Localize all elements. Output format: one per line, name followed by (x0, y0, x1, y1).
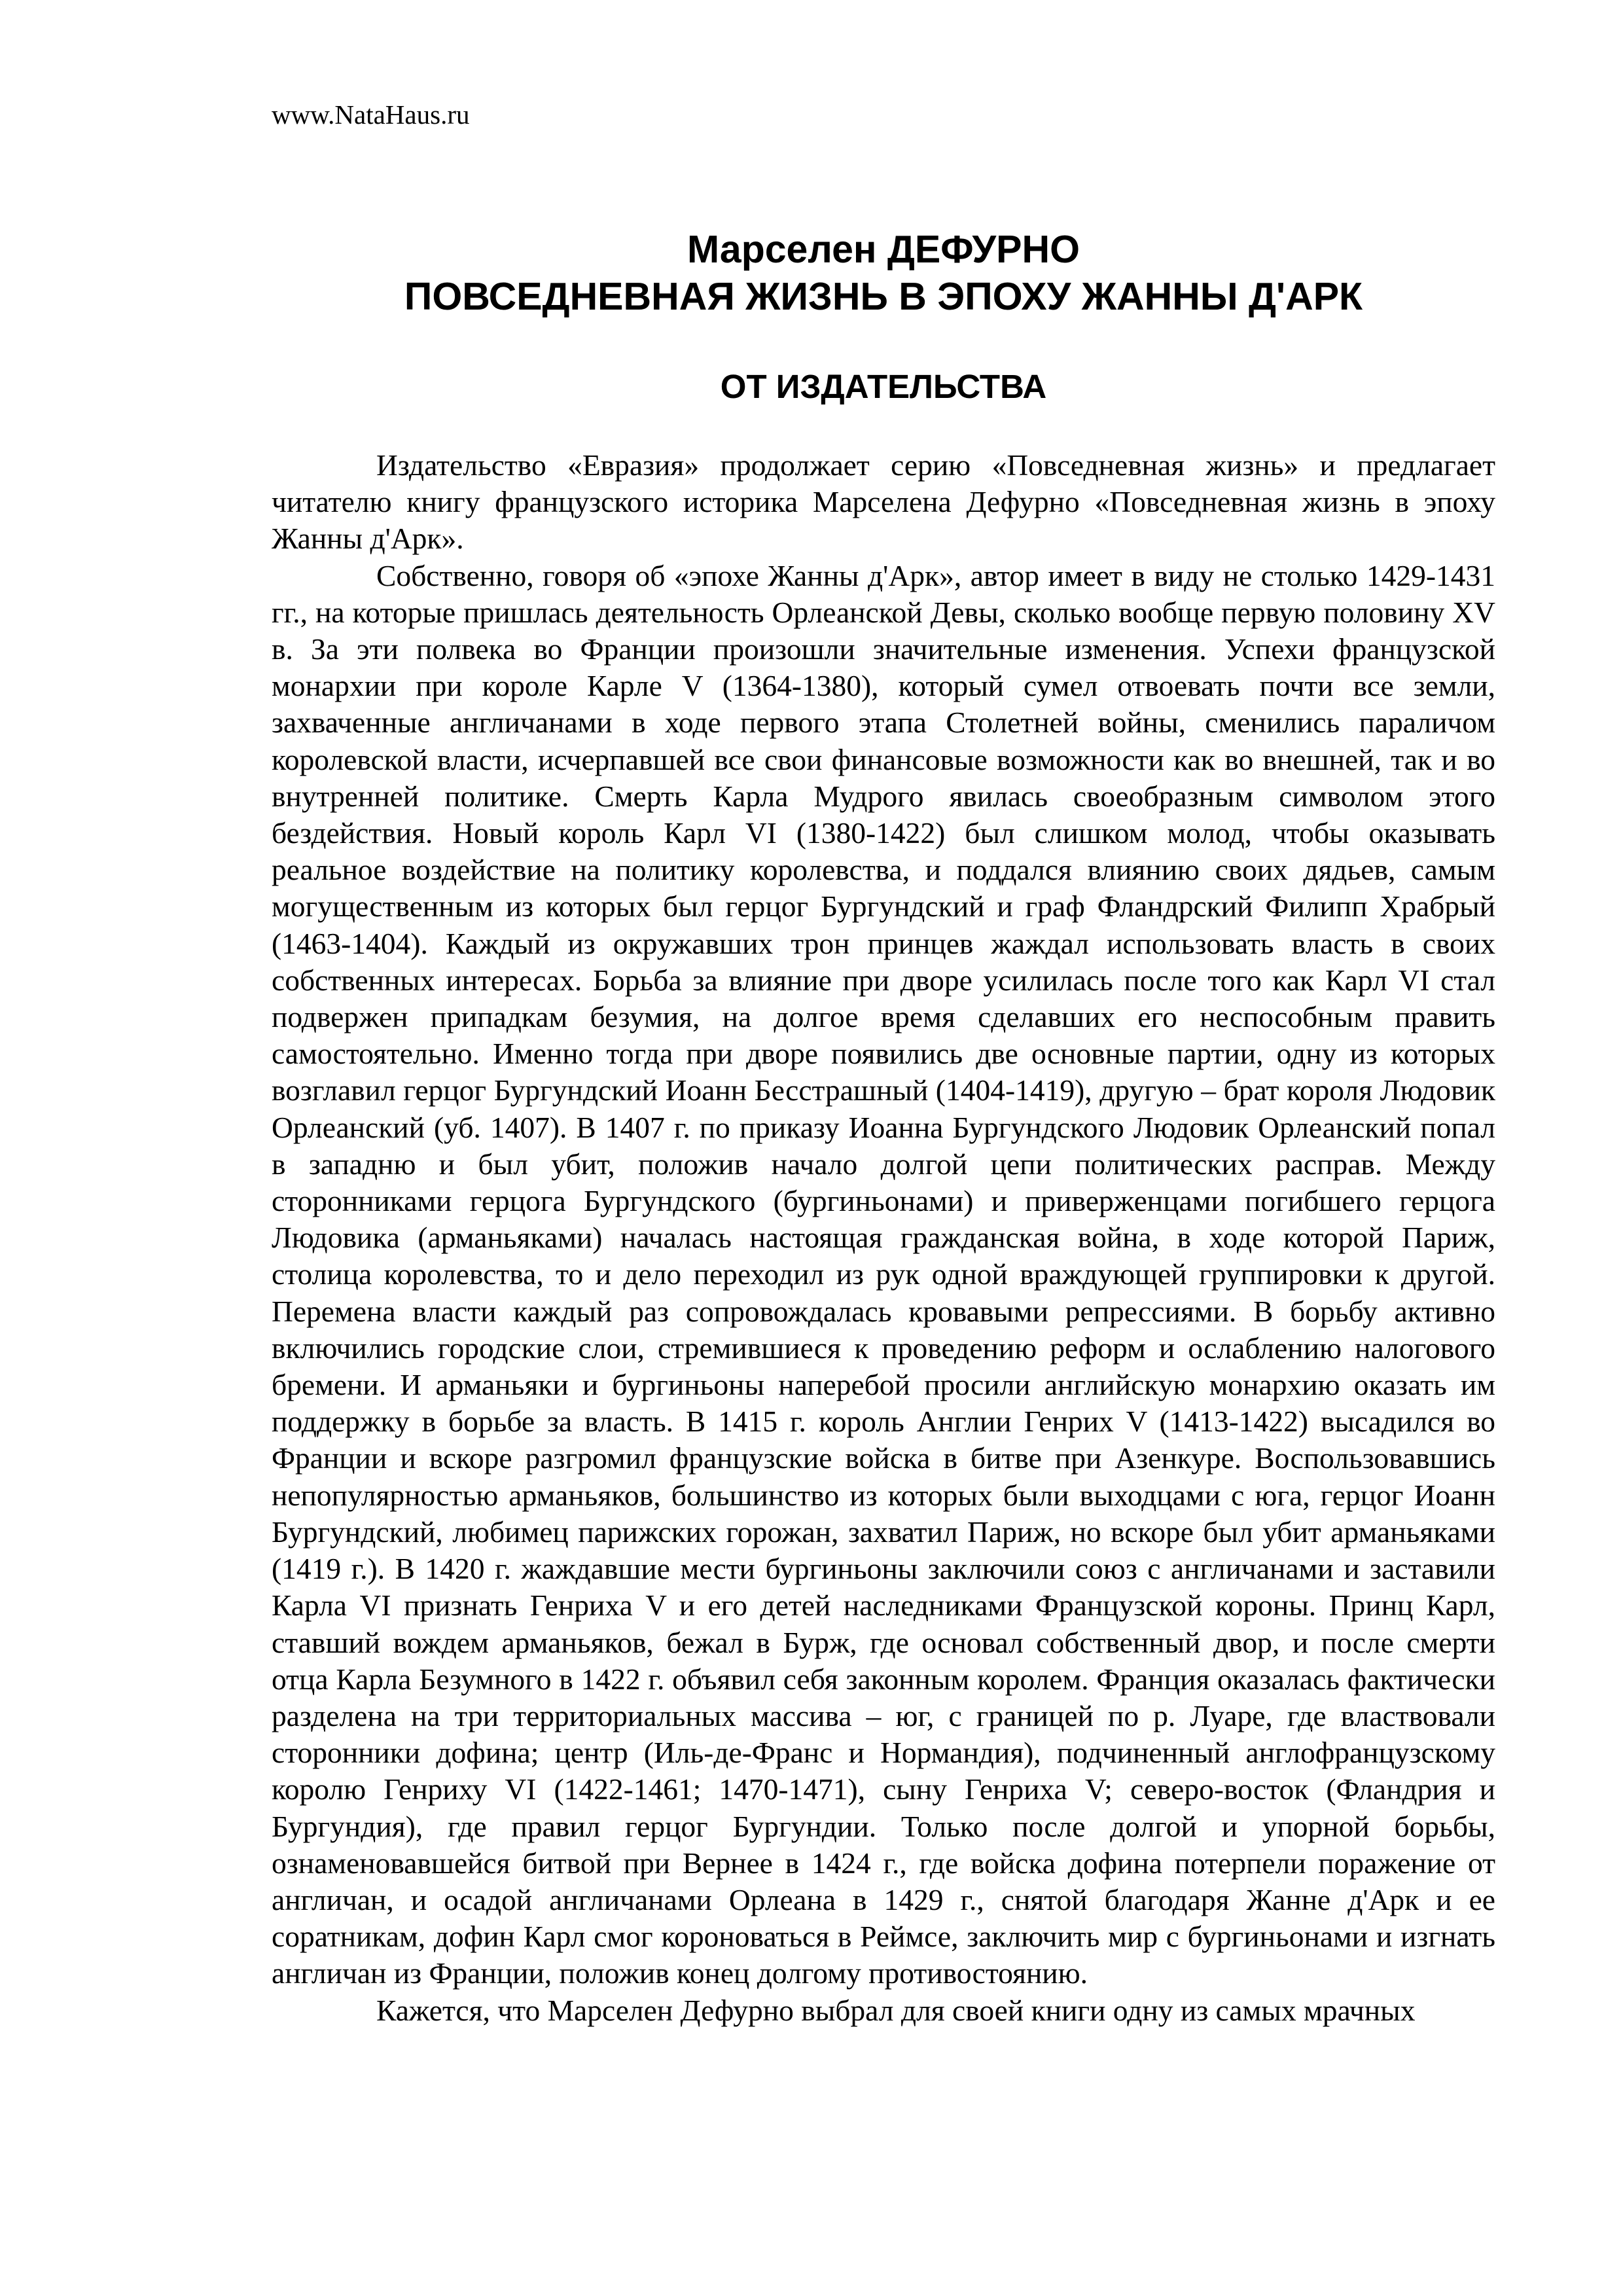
author-name: Марселен ДЕФУРНО (687, 228, 1080, 271)
paragraph-closing: Кажется, что Марселен Дефурно выбрал для своей книги одну из самых мрачных (376, 1993, 1416, 2027)
site-url: www.NataHaus.ru (272, 99, 470, 130)
book-title: ПОВСЕДНЕВНАЯ ЖИЗНЬ В ЭПОХУ ЖАННЫ Д'АРК (404, 275, 1363, 318)
paragraph-history: Собственно, говоря об «эпохе Жанны д'Арк», автор имеет в виду не столько 1429-1431 гг., на которые пришлась деятельность Орлеанской Девы, сколько вообще первую половину XV в. За эти полвека во Франции произошли значительные изменения. Успехи французской монархии при короле Карле V (1364-1380), который сумел отвоевать почти все земли, захваченные англичанами в ходе первого этапа Столетней войны, сменились параличом королевской власти, исчерпавшей все свои финансовые возможности как во внешней, так и во внутренней политике. Смерть Карла Мудрого явилась своеобразным символом этого бездействия. Новый король Карл VI (1380-1422) был слишком молод, чтобы оказывать реальное воздействие на политику королевства, и поддался влиянию своих дядьев, самым могущественным из которых был герцог Бургундский и граф Фландрский Филипп Храбрый (1463-1404). Каждый из окружавших трон принцев жаждал использовать власть в своих собственных интересах. Борьба за влияние при дворе усилилась после того как Карл VI стал подвержен припадкам безумия, на долгое время сделавших его неспособным править самостоятельно. Именно тогда при дворе появились две основные партии, одну из которых возглавил герцог Бургундский Иоанн Бесстрашный (1404-1419), другую – брат короля Людовик Орлеанский (уб. 1407). В 1407 г. по приказу Иоанна Бургундского Людовик Орлеанский попал в западню и был убит, положив начало долгой цепи политических расправ. Между сторонниками герцога Бургундского (бургиньонами) и приверженцами погибшего герцога Людовика (арманьяками) началась настоящая гражданская война, в ходе которой Париж, столица королевства, то и дело переходил из рук одной враждующей группировки к другой. Перемена власти каждый раз сопровождалась кровавыми репрессиями. В борьбу активно включились городские слои, стремившиеся к проведению реформ и ослаблению налогового бремени. И арманьяки и бургиньоны наперебой просили английскую монархию оказать им поддержку в борьбе за власть. В 1415 г. король Англии Генрих V (1413-1422) высадился во Франции и вскоре разгромил французские войска в битве при Азенкуре. Воспользовавшись непопулярностью арманьяков, большинство из которых были выходцами с юга, герцог Иоанн Бургундский, любимец парижских горожан, захватил Париж, но вскоре был убит арманьяками (1419 г.). В 1420 г. жаждавшие мести бургиньоны заключили союз с англичанами и заставили Карла VI признать Генриха V и его детей наследниками Французской короны. Принц Карл, ставший вождем арманьяков, бежал в Бурж, где основал собственный двор, и после смерти отца Карла Безумного в 1422 г. объявил себя законным королем. Франция оказалась фактически разделена на три территориальных массива – юг, с границей по р. Луаре, где властвовали сторонники дофина; центр (Иль-де-Франс и Нормандия), подчиненный англофранцузскому королю Генриху VI (1422-1461; 1470-1471), сыну Генриха V; северо-восток (Фландрия и Бургундия), где правил герцог Бургундии. Только после долгой и упорной борьбы, ознаменовавшейся битвой при Вернее в 1424 г., где войска дофина потерпели поражение от англичан, и осадой англичанами Орлеана в 1429 г., снятой благодаря Жанне д'Арк и ее соратникам, дофин Карл смог короноваться в Реймсе, заключить мир с бургиньонами и изгнать англичан из Франции, положив конец долгому противостоянию. (272, 558, 1495, 1990)
section-heading: ОТ ИЗДАТЕЛЬСТВА (720, 368, 1047, 405)
body-text (272, 447, 1495, 2029)
paragraph-intro: Издательство «Евразия» продолжает серию «Повседневная жизнь» и предлагает читателю книгу французского историка Марселена Дефурно «Повседневная жизнь в эпоху Жанны д'Арк». (272, 448, 1495, 556)
title-block (272, 226, 1495, 320)
